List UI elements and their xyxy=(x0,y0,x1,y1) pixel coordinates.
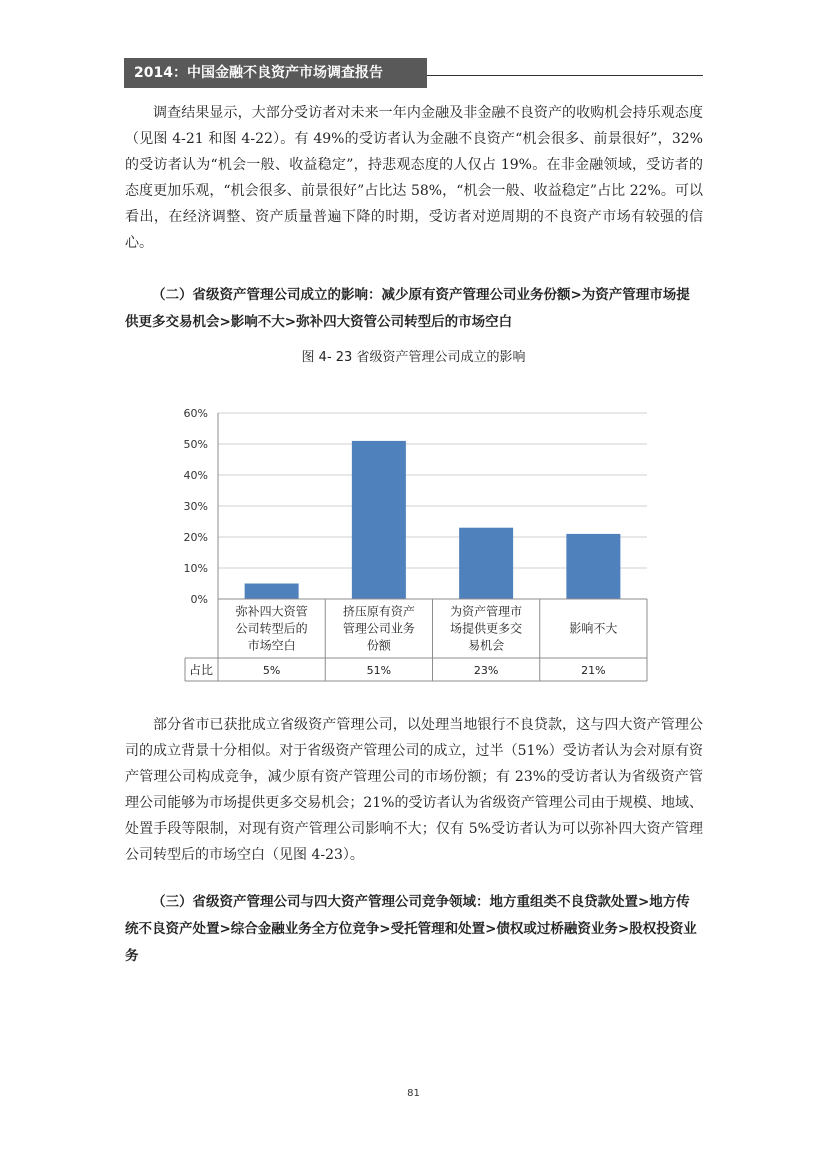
y-tick-label: 20% xyxy=(183,531,208,544)
section-heading-2: （二）省级资产管理公司成立的影响：减少原有资产管理公司业务份额>为资产管理市场提供更多交易机会>影响不大>弥补四大资管公司转型后的市场空白 xyxy=(125,287,690,330)
figure-title: 图 4- 23 省级资产管理公司成立的影响 xyxy=(301,350,526,365)
page-number: 81 xyxy=(407,1088,420,1099)
y-tick-label: 0% xyxy=(190,593,208,606)
bar xyxy=(245,584,299,600)
table-row-label: 占比 xyxy=(188,663,214,677)
y-tick-label: 10% xyxy=(183,562,208,575)
x-category-label: 弥补四大资管公司转型后的市场空白 xyxy=(235,604,308,653)
y-tick-label: 50% xyxy=(183,438,208,451)
y-tick-label: 40% xyxy=(183,469,208,482)
analysis-paragraph: 部分省市已获批成立省级资产管理公司，以处理当地银行不良贷款，这与四大资产管理公司的成立背景十分相似。对于省级资产管理公司的成立，过半（51%）受访者认为会对原有资产管理公司构成竞争，减少原有资产管理公司的市场份额；有 23%的受访者认为省级资产管理公司能够为市场提供更多交易机会；21%的受访者认为省级资产管理公司由于规模、地域、处置手段等限制，对现有资产管理公司影响不大；仅有 5%受访者认为可以弥补四大资产管理公司转型后的市场空白（见图 4-23）。 xyxy=(125,717,703,863)
section-heading-3: （三）省级资产管理公司与四大资产管理公司竞争领域：地方重组类不良贷款处置>地方传统不良资产处置>综合金融业务全方位竞争>受托管理和处置>债权或过桥融资业务>股权投资业务 xyxy=(125,894,697,964)
report-header-title: 2014：中国金融不良资产市场调查报告 xyxy=(124,58,427,88)
bar xyxy=(352,441,406,599)
bar xyxy=(459,528,513,599)
y-tick-label: 30% xyxy=(183,500,208,513)
data-value-label: 51% xyxy=(366,664,392,677)
data-value-label: 23% xyxy=(473,664,499,677)
x-category-label: 影响不大 xyxy=(569,621,618,636)
bar xyxy=(566,534,620,599)
y-tick-label: 60% xyxy=(183,407,208,420)
x-category-label: 挤压原有资产管理公司业务份额 xyxy=(342,604,415,653)
data-value-label: 5% xyxy=(262,664,281,677)
x-category-label: 为资产管理市场提供更多交易机会 xyxy=(450,604,523,653)
intro-paragraph: 调查结果显示，大部分受访者对未来一年内金融及非金融不良资产的收购机会持乐观态度（见图 4-21 和图 4-22）。有 49%的受访者认为金融不良资产“机会很多、前景很好”，32%的受访者认为“机会一般、收益稳定”，持悲观态度的人仅占 19%。在非金融领域，受访者的态度更加乐观，“机会很多、前景很好”占比达 58%，“机会一般、收益稳定”占比 22%。可以看出，在经济调整、资产质量普遍下降的时期，受访者对逆周期的不良资产市场有较强的信心。 xyxy=(125,105,703,251)
data-value-label: 21% xyxy=(581,664,606,677)
